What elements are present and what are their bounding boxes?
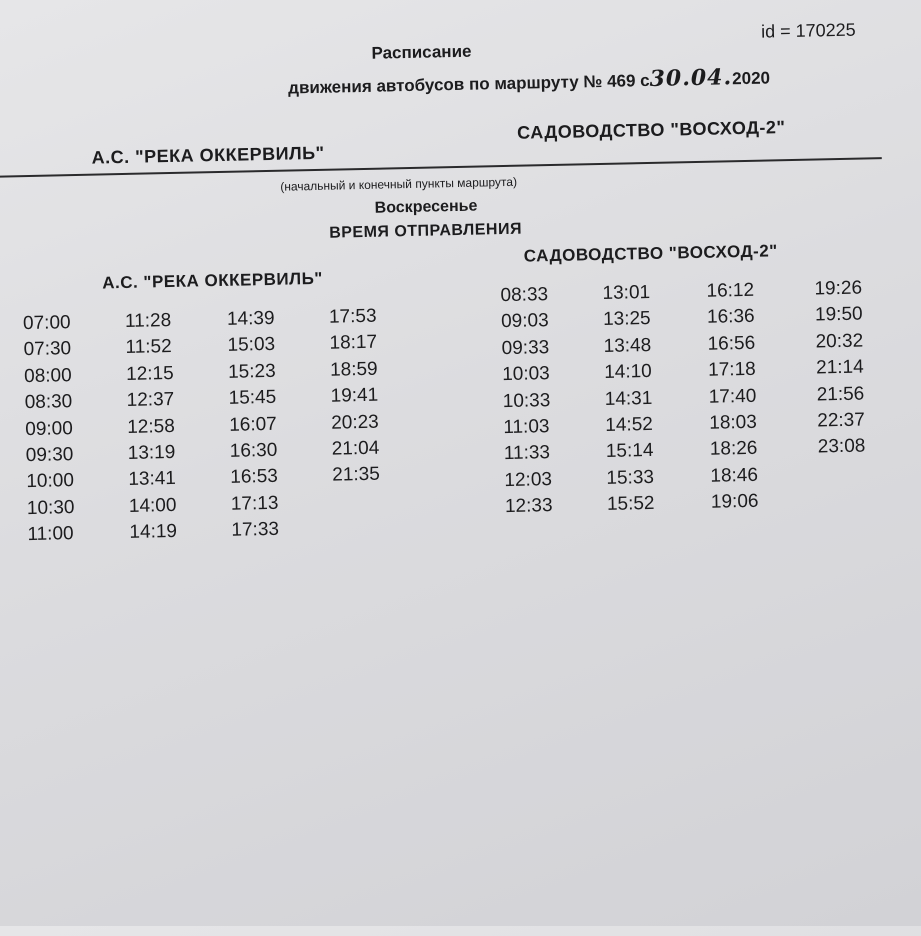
departure-time: 13:25 xyxy=(602,308,651,331)
departure-time: 10:33 xyxy=(502,389,551,412)
endpoint-right: САДОВОДСТВО "ВОСХОД-2" xyxy=(516,117,786,143)
departure-time: 23:08 xyxy=(817,435,866,458)
right-times-column-2 xyxy=(602,280,655,519)
departure-time: 12:03 xyxy=(504,468,553,491)
document-title: Расписание xyxy=(371,41,472,63)
departure-time: 07:30 xyxy=(23,338,72,361)
departure-time: 16:30 xyxy=(229,439,278,462)
right-stop-heading: САДОВОДСТВО "ВОСХОД-2" xyxy=(523,241,778,266)
departure-time: 18:59 xyxy=(329,358,378,381)
departure-time: 08:00 xyxy=(23,364,72,387)
departure-time: 18:03 xyxy=(709,411,758,434)
departure-time: 15:23 xyxy=(227,360,276,383)
departure-time: 07:00 xyxy=(22,312,71,335)
departure-time: 12:15 xyxy=(125,362,174,385)
departure-time: 08:33 xyxy=(500,284,549,307)
departure-time: 14:39 xyxy=(226,307,275,330)
departure-time: 16:53 xyxy=(230,466,279,489)
departure-time: 16:07 xyxy=(228,413,277,436)
departure-time: 18:26 xyxy=(709,438,758,461)
departure-time: 14:10 xyxy=(603,361,652,384)
right-times-column-1 xyxy=(500,282,553,521)
departure-time: 13:41 xyxy=(128,468,177,491)
left-stop-heading: А.С. "РЕКА ОККЕРВИЛЬ" xyxy=(102,268,324,293)
handwritten-date: 30.04. xyxy=(649,64,733,92)
departure-time: 09:00 xyxy=(25,417,74,440)
departure-time: 21:56 xyxy=(816,383,865,406)
departure-time: 19:26 xyxy=(814,277,863,300)
endpoint-left: А.С. "РЕКА ОККЕРВИЛЬ" xyxy=(91,142,325,168)
departure-time: 18:17 xyxy=(329,332,378,355)
departure-time: 11:33 xyxy=(503,442,551,465)
departure-time: 14:00 xyxy=(128,494,177,517)
departure-time: 17:40 xyxy=(708,385,757,408)
departure-time: 19:41 xyxy=(330,384,379,407)
day-of-week: Воскресенье xyxy=(374,197,478,217)
subtitle-year: 2020 xyxy=(731,68,771,89)
right-times-column-3 xyxy=(706,278,759,517)
departure-time: 15:03 xyxy=(227,334,276,357)
departure-time: 11:28 xyxy=(124,310,172,332)
departure-time: 16:36 xyxy=(706,306,755,329)
departure-time: 12:58 xyxy=(127,415,175,438)
departure-time: 10:00 xyxy=(26,470,75,493)
departure-time: 15:52 xyxy=(606,493,655,516)
departure-time: 17:33 xyxy=(231,519,280,542)
subtitle-text: движения автобусов по маршруту № 469 с xyxy=(287,70,650,98)
departure-time: 16:12 xyxy=(706,279,755,302)
departure-time: 14:31 xyxy=(604,387,653,410)
departure-time: 11:00 xyxy=(27,523,74,546)
departure-time: 11:03 xyxy=(503,416,550,439)
departure-time: 20:23 xyxy=(330,411,379,434)
departure-time: 10:03 xyxy=(502,363,550,386)
departure-time: 13:48 xyxy=(603,334,652,357)
departure-time: 18:46 xyxy=(710,464,759,487)
departure-time: 09:30 xyxy=(25,444,74,467)
right-times-column-4 xyxy=(814,276,865,462)
departure-time: 15:14 xyxy=(605,440,654,463)
document-id: id = 170225 xyxy=(760,19,856,42)
departure-time: 13:19 xyxy=(127,441,176,464)
left-times-column-1 xyxy=(23,310,76,549)
departure-time: 10:30 xyxy=(26,496,75,519)
departure-time: 22:37 xyxy=(817,409,866,432)
departure-time: 13:01 xyxy=(602,281,651,304)
endpoints-note: (начальный и конечный пункты маршрута) xyxy=(280,174,518,194)
left-times-column-3 xyxy=(227,306,280,545)
departure-time: 17:13 xyxy=(230,492,279,515)
departure-time: 15:33 xyxy=(606,466,655,489)
departure-time: 20:32 xyxy=(815,330,864,353)
departure-time: 16:56 xyxy=(707,332,756,355)
departure-time: 11:52 xyxy=(125,336,172,359)
departure-time: 09:33 xyxy=(501,336,550,359)
departure-time: 17:53 xyxy=(328,305,377,328)
departure-time: 12:33 xyxy=(504,495,553,518)
left-times-column-2 xyxy=(125,308,178,547)
departure-time: 21:35 xyxy=(332,464,381,487)
document-subtitle xyxy=(288,63,770,99)
departure-label: ВРЕМЯ ОТПРАВЛЕНИЯ xyxy=(329,220,523,242)
departure-time: 14:52 xyxy=(605,413,654,436)
departure-time: 19:06 xyxy=(710,491,759,514)
departure-time: 08:30 xyxy=(24,391,73,414)
departure-time: 21:14 xyxy=(815,356,864,379)
departure-time: 09:03 xyxy=(500,310,549,333)
departure-time: 17:18 xyxy=(707,359,756,381)
departure-time: 14:19 xyxy=(129,521,178,544)
departure-time: 12:37 xyxy=(126,389,175,412)
departure-time: 15:45 xyxy=(228,387,277,410)
departure-time: 21:04 xyxy=(331,437,380,460)
departure-time: 19:50 xyxy=(814,303,863,326)
left-times-column-4 xyxy=(329,304,380,490)
